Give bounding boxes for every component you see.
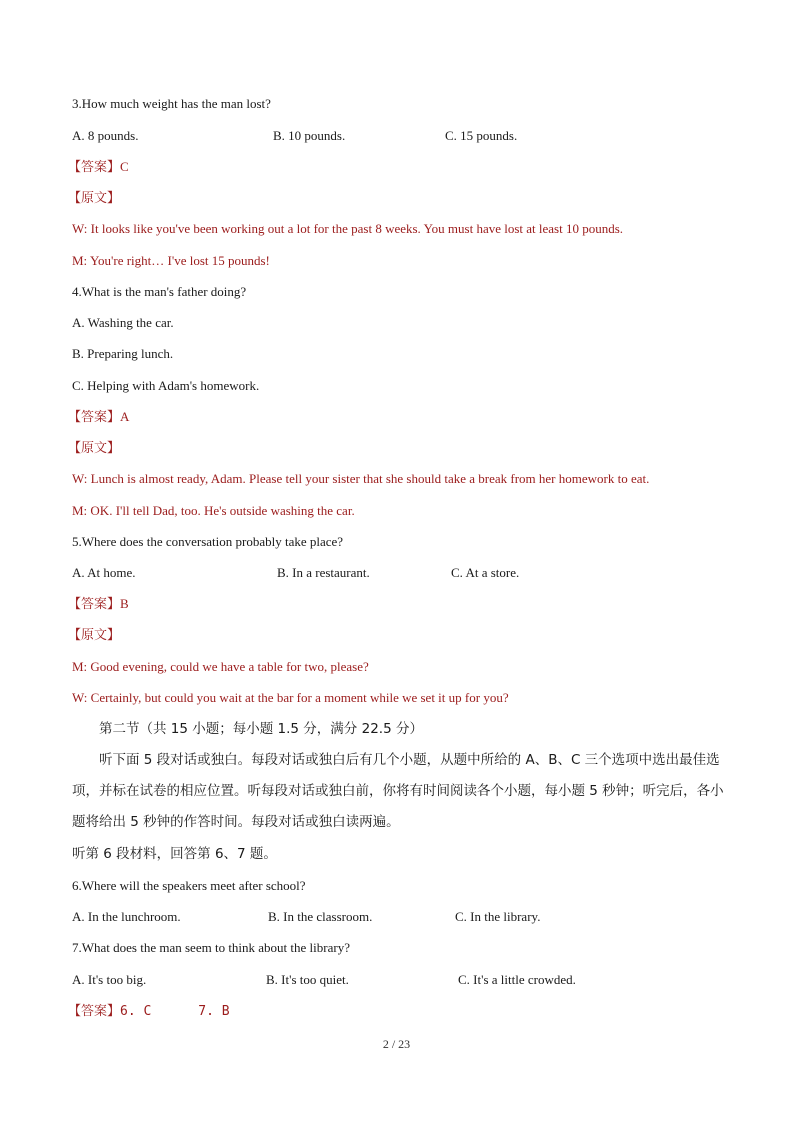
q6-option-a: A. In the lunchroom.: [72, 909, 181, 924]
q3-transcript-line-2: M: You're right… I've lost 15 pounds!: [72, 253, 270, 268]
q3-transcript-label: 【原文】: [68, 191, 121, 206]
answer-value: C: [120, 159, 129, 174]
question-6: 6.Where will the speakers meet after school?: [72, 878, 306, 893]
q4-option-b: B. Preparing lunch.: [72, 346, 174, 361]
answer-value: 6. C 7. B: [120, 1004, 230, 1019]
q4-transcript-line-1: W: Lunch is almost ready, Adam. Please tell your sister that she should take a break from her homework to eat.: [72, 471, 650, 486]
answers-6-7: [68, 1003, 230, 1020]
q5-answer: [68, 596, 129, 613]
q5-transcript-line-1: M: Good evening, could we have a table for two, please?: [72, 659, 369, 674]
answer-label: 【答案】: [68, 410, 121, 425]
q4-option-c: C. Helping with Adam's homework.: [72, 378, 260, 393]
question-4: 4.What is the man's father doing?: [72, 284, 247, 299]
answer-value: B: [120, 596, 129, 611]
q4-answer: [68, 409, 129, 426]
answer-label: 【答案】: [68, 597, 121, 612]
section-2-instructions: 听下面 5 段对话或独白。每段对话或独白后有几个小题，从题中所给的 A、B、C 三个选项中选出最佳选项，并标在试卷的相应位置。听每段对话或独白前，你将有时间阅读各个小题，每小题 5 秒钟；听完后，各小题将给出 5 秒钟的作答时间。每段对话或独白读两遍。: [72, 752, 724, 830]
q7-option-a: A. It's too big.: [72, 972, 147, 987]
answer-label: 【答案】: [68, 160, 121, 175]
q5-option-c: C. At a store.: [451, 565, 520, 580]
q3-option-c: C. 15 pounds.: [445, 128, 518, 143]
q5-transcript-line-2: W: Certainly, but could you wait at the bar for a moment while we set it up for you?: [72, 690, 509, 705]
question-7: 7.What does the man seem to think about the library?: [72, 940, 350, 955]
q5-transcript-label: 【原文】: [68, 628, 121, 643]
answer-value: A: [120, 409, 130, 424]
q5-option-a: A. At home.: [72, 565, 136, 580]
material-6-heading: 听第 6 段材料，回答第 6、7 题。: [72, 846, 277, 862]
q3-option-a: A. 8 pounds.: [72, 128, 139, 143]
q7-option-b: B. It's too quiet.: [266, 972, 349, 987]
section-2-heading: 第二节（共 15 小题；每小题 1.5 分，满分 22.5 分）: [99, 721, 423, 737]
question-3: 3.How much weight has the man lost?: [72, 96, 271, 111]
q3-option-b: B. 10 pounds.: [273, 128, 346, 143]
q4-transcript-label: 【原文】: [68, 441, 121, 456]
q7-option-c: C. It's a little crowded.: [458, 972, 576, 987]
q3-answer: [68, 159, 129, 176]
q4-transcript-line-2: M: OK. I'll tell Dad, too. He's outside washing the car.: [72, 503, 355, 518]
page-number: 2 / 23: [382, 1037, 411, 1051]
q6-option-c: C. In the library.: [455, 909, 541, 924]
q4-option-a: A. Washing the car.: [72, 315, 174, 330]
answer-label: 【答案】: [68, 1004, 121, 1019]
q3-transcript-line-1: W: It looks like you've been working out a lot for the past 8 weeks. You must have lost at least 10 pounds.: [72, 221, 624, 236]
question-5: 5.Where does the conversation probably take place?: [72, 534, 344, 549]
q5-option-b: B. In a restaurant.: [277, 565, 370, 580]
q6-option-b: B. In the classroom.: [268, 909, 373, 924]
